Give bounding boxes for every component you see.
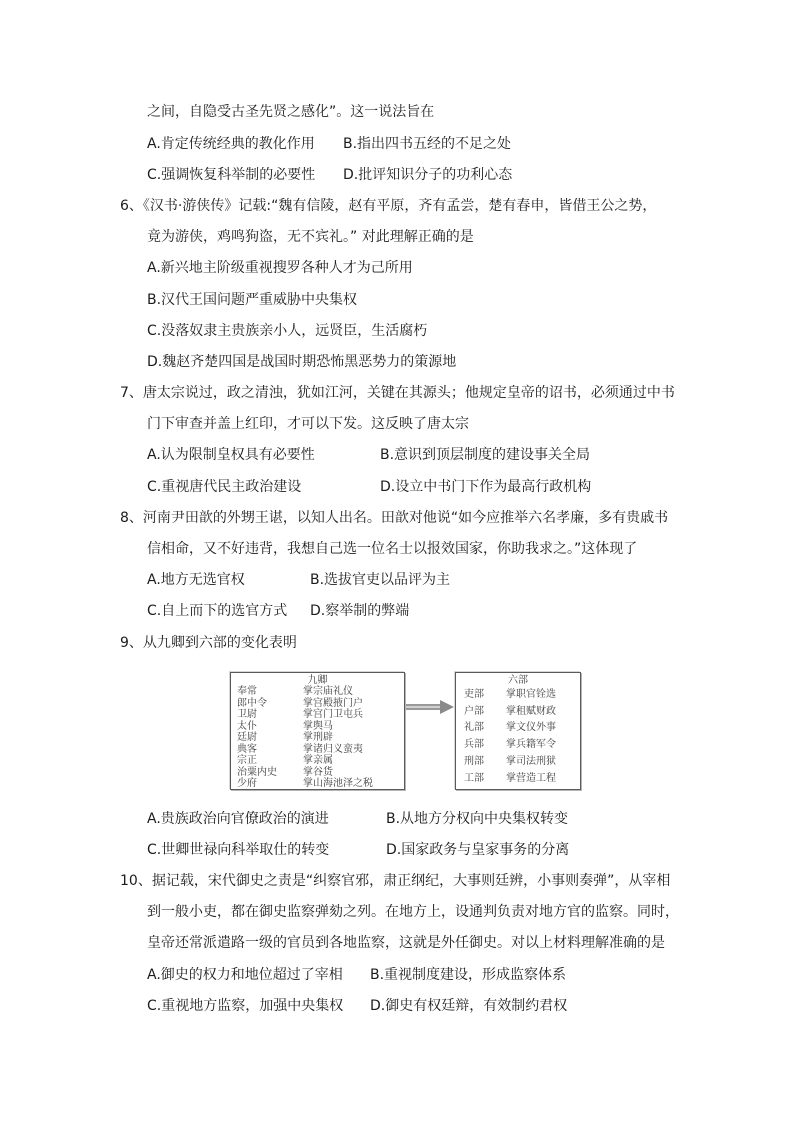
office-name: 卫尉 [237,709,257,721]
q7-option-b: B.意识到顶层制度的建设事关全局 [380,447,591,464]
office-duty: 掌山海池泽之税 [303,778,373,790]
q7-option-c: C.重视唐代民主政治建设 [147,478,302,495]
list-item [231,778,404,790]
q5-options-row-2 [0,160,794,191]
q8-option-d: D.察举制的弊端 [310,603,410,620]
office-duty: 掌刑辟 [303,732,333,744]
q8-option-a: A.地方无选官权 [147,572,245,589]
q6-option-a: A.新兴地主阶级重视搜罗各种人才为己所用 [147,260,413,277]
q7-stem-line-1: 7、唐太宗说过，政之清浊，犹如江河，关键在其源头；他规定皇帝的诏书，必须通过中书 [120,385,675,402]
office-duty: 掌文仪外事 [506,722,556,734]
office-name: 礼部 [464,722,484,734]
q6-option-b: B.汉代王国问题严重威胁中央集权 [147,291,358,308]
q5-option-c: C.强调恢复科举制的必要性 [147,166,316,183]
list-item [231,732,404,744]
office-name: 户部 [464,705,484,717]
q8-option-c: C.自上而下的选官方式 [147,603,288,620]
q8-stem-line-1: 8、河南尹田歆的外甥王谌，以知人出名。田歆对他说“如今应推举六名孝廉，多有贵戚书 [120,509,669,526]
q7-options-row-2 [0,472,794,503]
list-item [231,755,404,767]
office-name: 工部 [464,772,484,784]
q6-stem-line-2: 竟为游侠，鸡鸣狗盗，无不宾礼。” 对此理解正确的是 [147,229,474,246]
q7-stem-line-2: 门下审查并盖上红印，才可以下发。这反映了唐太宗 [147,416,469,433]
nine-ministers-title: 九卿 [307,675,328,687]
list-item [231,767,404,779]
office-duty: 掌职官铨选 [506,688,556,700]
arrow-right-icon [406,700,454,714]
nine-ministers-box [230,672,405,790]
q10-options-row-1 [0,960,794,991]
office-name: 兵部 [464,739,484,751]
q5-option-d: D.批评知识分子的功利心态 [343,166,513,183]
list-item [231,721,404,733]
office-duty: 掌宫殿掖门户 [303,697,363,709]
q10-option-c: C.重视地方监察，加强中央集权 [147,997,344,1014]
office-duty: 掌谷货 [303,766,333,778]
q5-stem-line: 之间，自隐受古圣先贤之感化”。这一说法旨在 [147,104,435,121]
q9-option-b: B.从地方分权向中央集权转变 [386,810,569,827]
office-name: 奉常 [237,686,257,698]
list-item [231,709,404,721]
q7-options-row-1 [0,440,794,471]
list-item [231,698,404,710]
q9-options-row-1 [0,804,794,835]
list-item [456,720,580,737]
q9-diagram [0,659,794,804]
office-duty: 掌宗庙礼仪 [303,686,353,698]
q6-option-c: C.没落奴隶主贵族亲小人，远贤臣，生活腐朽 [147,322,428,339]
list-item [456,687,580,704]
list-item [231,744,404,756]
q8-option-b: B.选拔官吏以品评为主 [310,572,451,589]
list-item [456,737,580,754]
six-ministries-title: 六部 [508,675,528,687]
q10-stem-line-1: 10、据记载，宋代御史之责是“纠察官邪，肃正纲纪，大事则廷辨，小事则奏弹”，从宰相 [120,872,671,889]
q9-options-row-2 [0,835,794,866]
office-name: 吏部 [464,688,484,700]
q10-stem-line-3: 皇帝还常派遣路一级的官员到各地监察，这就是外任御史。对以上材料理解准确的是 [147,935,665,952]
q8-options-row-2 [0,596,794,627]
q8-stem-line-2: 信相命，又不好违背，我想自己选一位名士以报效国家，你助我求之。”这体现了 [147,541,638,558]
office-duty: 掌宫门卫屯兵 [303,709,363,721]
q7-option-d: D.设立中书门下作为最高行政机构 [380,478,592,495]
list-item [456,754,580,771]
q9-option-a: A.贵族政治向官僚政治的演进 [147,810,329,827]
q9-stem-line: 9、从九卿到六部的变化表明 [120,634,297,651]
office-name: 郎中令 [237,697,267,709]
q10-stem-line-2: 到一般小吏，都在御史监察弹劾之列。在地方上，设通判负责对地方官的监察。同时， [147,904,679,921]
q9-option-c: C.世卿世禄向科举取仕的转变 [147,841,330,858]
q5-options-row-1 [0,129,794,160]
q9-option-d: D.国家政务与皇家事务的分离 [386,841,570,858]
office-duty: 掌营造工程 [506,772,556,784]
office-name: 典客 [237,743,257,755]
office-duty: 掌兵籍军令 [506,739,556,751]
q10-option-a: A.御史的权力和地位超过了宰相 [147,966,343,983]
office-name: 宗正 [237,755,257,767]
q10-option-b: B.重视制度建设，形成监察体系 [370,966,567,983]
office-name: 刑部 [464,755,484,767]
office-name: 治粟内史 [237,766,277,778]
office-duty: 掌诸归义蛮夷 [303,743,363,755]
office-name: 太仆 [237,720,257,732]
six-ministries-box [455,672,581,790]
office-duty: 掌租赋财政 [506,705,556,717]
q5-option-a: A.肯定传统经典的教化作用 [147,135,315,152]
q8-options-row-1 [0,565,794,596]
office-duty: 掌司法刑狱 [506,755,556,767]
list-item [231,686,404,698]
list-item [456,704,580,721]
list-item [456,771,580,788]
q6-option-d: D.魏赵齐楚四国是战国时期恐怖黑恶势力的策源地 [147,353,457,370]
q10-option-d: D.御史有权廷辩，有效制约君权 [370,997,568,1014]
office-name: 廷尉 [237,732,257,744]
office-name: 少府 [237,778,257,790]
q6-stem-line-1: 6、《汉书·游侠传》记载:“魏有信陵，赵有平原，齐有孟尝，楚有春申，皆借王公之势， [120,197,657,214]
q10-options-row-2 [0,991,794,1022]
q7-option-a: A.认为限制皇权具有必要性 [147,447,315,464]
q5-option-b: B.指出四书五经的不足之处 [343,135,512,152]
office-duty: 掌舆马 [303,720,333,732]
office-duty: 掌亲属 [303,755,333,767]
